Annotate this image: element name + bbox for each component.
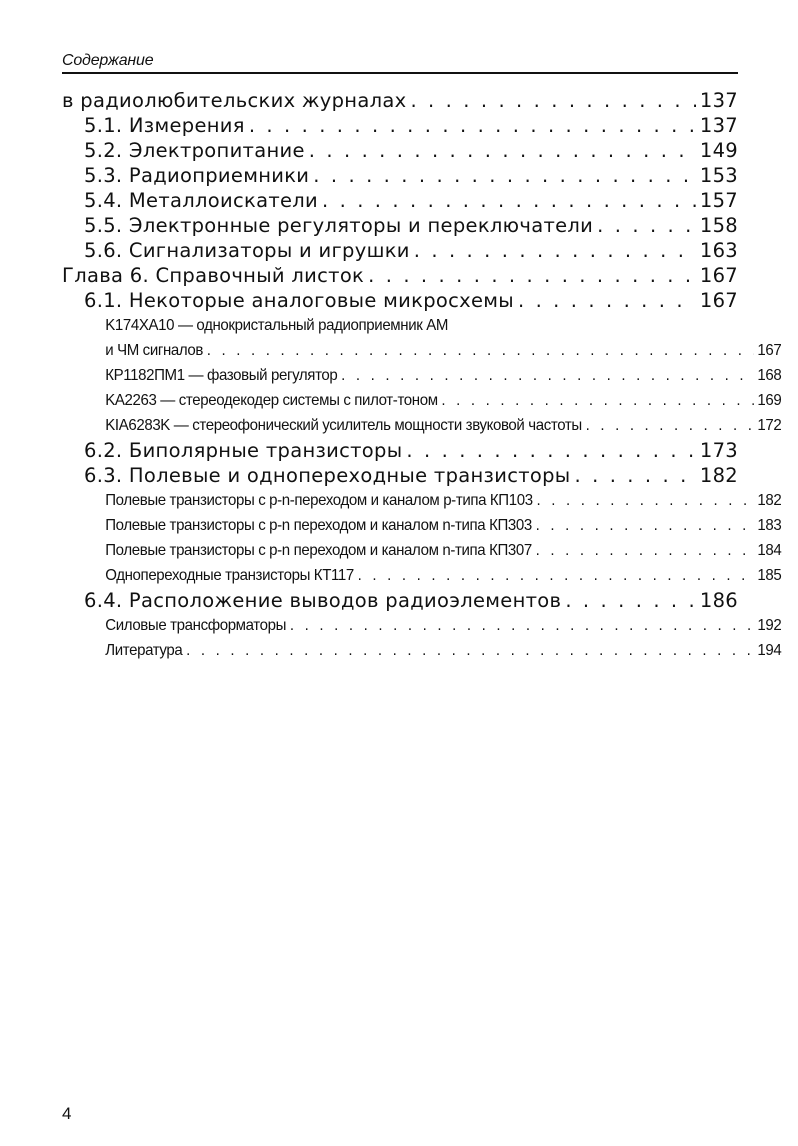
toc-entry-title: КР1182ПМ1 — фазовый регулятор [105, 367, 338, 384]
toc-entry-page: 163 [699, 239, 738, 262]
toc-entry-title: 5.3. Радиоприемники [84, 164, 310, 187]
toc-subentry [62, 363, 781, 388]
toc-leader [249, 113, 696, 138]
toc-entry-title: KA2263 — стереодекодер системы с пилот-тоном [105, 392, 438, 409]
toc-entry-title: Однопереходные транзисторы КТ117 [105, 567, 354, 584]
toc-entry-page: 149 [699, 139, 738, 162]
toc-leader [368, 263, 696, 288]
toc-entry-title: 5.6. Сигнализаторы и игрушки [84, 239, 410, 262]
toc-entry [62, 188, 738, 213]
header-title: Содержание [62, 52, 154, 69]
toc-entry [62, 138, 738, 163]
toc-entry [62, 113, 738, 138]
toc-entry-page: 158 [699, 214, 738, 237]
toc-entry-title: KIA6283K — стереофонический усилитель мощности звуковой частоты [105, 417, 582, 434]
toc-leader [186, 638, 753, 663]
toc-entry-page: 169 [757, 392, 782, 409]
toc-subentry [62, 413, 781, 438]
toc-leader [518, 288, 696, 313]
toc-entry [62, 588, 738, 613]
toc-entry-title: в радиолюбительских журналах [62, 89, 407, 112]
toc-entry-page: 182 [699, 464, 738, 487]
toc-entry-title: 6.3. Полевые и однопереходные транзисторы [84, 464, 571, 487]
toc-entry-title: 6.1. Некоторые аналоговые микросхемы [84, 289, 514, 312]
toc-entry-page: 183 [757, 517, 782, 534]
toc-entry-title: Полевые транзисторы с p-n переходом и каналом n-типа КП303 [105, 517, 532, 534]
toc-entry [62, 88, 738, 113]
toc-leader [414, 238, 696, 263]
toc-entry-title: Силовые трансформаторы [105, 617, 287, 634]
toc-entry-page: 173 [699, 439, 738, 462]
toc-leader [565, 588, 696, 613]
toc-entry-page: 192 [757, 617, 782, 634]
toc-leader [441, 388, 753, 413]
toc-subentry [62, 638, 781, 663]
toc-entry-page: 194 [757, 642, 782, 659]
toc-entry-page: 168 [757, 367, 782, 384]
toc-chapter-entry [62, 263, 738, 288]
toc-entry-title: 5.2. Электропитание [84, 139, 305, 162]
toc-subentry [62, 613, 781, 638]
toc-subentry [62, 338, 781, 363]
toc-subentry [62, 563, 781, 588]
toc-entry-title: Полевые транзисторы с p-n-переходом и каналом p-типа КП103 [105, 492, 533, 509]
toc-entry-title: 6.2. Биполярные транзисторы [84, 439, 403, 462]
toc-leader [536, 488, 753, 513]
running-header [62, 50, 738, 74]
toc-entry-title: K174XA10 — однокристальный радиоприемник АМ [105, 317, 449, 334]
toc-leader [410, 88, 695, 113]
toc-subentry [62, 313, 781, 338]
table-of-contents [62, 88, 782, 663]
toc-entry-title: 6.4. Расположение выводов радиоэлементов [84, 589, 562, 612]
toc-leader [290, 613, 754, 638]
toc-entry-page: 172 [757, 417, 782, 434]
toc-entry-page: 157 [699, 189, 738, 212]
toc-entry [62, 288, 738, 313]
toc-entry-page: 182 [757, 492, 782, 509]
toc-leader [341, 363, 753, 388]
toc-entry [62, 438, 738, 463]
toc-entry-page: 186 [699, 589, 738, 612]
toc-entry-page: 137 [699, 89, 738, 112]
toc-entry-page: 167 [699, 264, 738, 287]
toc-leader [597, 213, 696, 238]
toc-subentry [62, 538, 781, 563]
toc-subentry [62, 388, 781, 413]
toc-entry-title: и ЧМ сигналов [105, 342, 204, 359]
toc-subentry [62, 513, 781, 538]
toc-leader [536, 538, 754, 563]
toc-leader [322, 188, 696, 213]
toc-entry-page: 185 [757, 567, 782, 584]
toc-entry-page: 137 [699, 114, 738, 137]
toc-leader [536, 513, 754, 538]
toc-entry-title: Глава 6. Справочный листок [62, 264, 365, 287]
toc-leader [207, 338, 754, 363]
toc-subentry [62, 488, 781, 513]
toc-leader [575, 463, 696, 488]
toc-entry-title: Полевые транзисторы с p-n переходом и каналом n-типа КП307 [105, 542, 532, 559]
toc-entry-page: 153 [699, 164, 738, 187]
page-number: 4 [62, 1104, 72, 1123]
toc-leader [406, 438, 695, 463]
toc-entry [62, 238, 738, 263]
toc-entry-page: 167 [699, 289, 738, 312]
toc-leader [358, 563, 754, 588]
toc-entry-title: 5.5. Электронные регуляторы и переключатели [84, 214, 594, 237]
toc-leader [313, 163, 696, 188]
toc-entry-title: Литература [105, 642, 183, 659]
toc-entry-title: 5.4. Металлоискатели [84, 189, 319, 212]
toc-entry [62, 463, 738, 488]
toc-entry-page: 167 [757, 342, 782, 359]
toc-leader [309, 138, 696, 163]
toc-entry-page: 184 [757, 542, 782, 559]
toc-entry-title: 5.1. Измерения [84, 114, 245, 137]
toc-entry [62, 163, 738, 188]
toc-entry [62, 213, 738, 238]
toc-leader [586, 413, 754, 438]
